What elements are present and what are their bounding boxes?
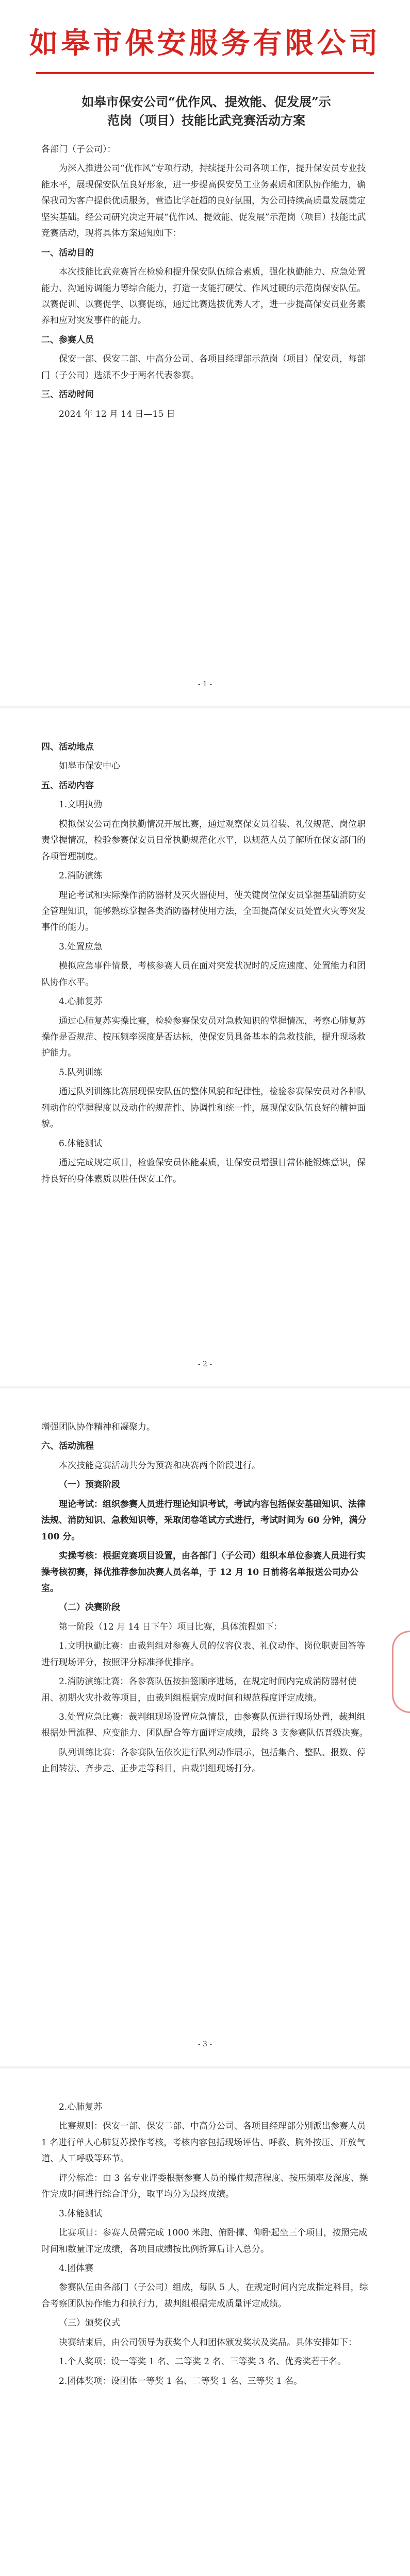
- section-4-text: 如皋市保安中心: [59, 761, 120, 772]
- section-6-sub-2-item-1: 1.文明执勤比赛：由裁判组对参赛人员的仪容仪表、礼仪动作、岗位职责回答等进行现场评分，按照评分标准择优排序。: [41, 1641, 366, 1668]
- page-4-sub-4: （三）颁奖仪式: [59, 2318, 120, 2329]
- section-2-text: 保安一部、保安二部、中高分公司、各项目经理部示范岗（项目）保安员，每部门（子公司）选派不少于两名代表参赛。: [41, 354, 366, 381]
- section-6-sub-1-text-1: 理论考试：组织参赛人员进行理论知识考试，考试内容包括保安基础知识、法律法规、消防知识、急救知识等，采取闭卷笔试方式进行，考试时间为 60 分钟，满分 100 分。: [41, 1499, 367, 1542]
- page-4-text-6: 1.个人奖项：设一等奖 1 名、二等奖 2 名、三等奖 3 名、优秀奖若干名。: [59, 2357, 347, 2367]
- section-1-text: 本次技能比武竞赛旨在检验和提升保安队伍综合素质，强化执勤能力、应急处置能力、沟通协调能力等综合能力，打造一支能打硬仗、作风过硬的示范岗保安队伍。以赛促训、以赛促学、以赛促练，通过比赛选拔优秀人才，进一步提高保安员业务素养和应对突发事件的能力。: [41, 267, 366, 326]
- section-6-sub-1: （一）预赛阶段: [59, 1480, 120, 1490]
- page-2: [0, 708, 410, 1388]
- header-red-line-thick: [36, 72, 374, 74]
- section-6-sub-2-text: 第一阶段（12 月 14 日下午）项目比赛，具体流程如下：: [59, 1621, 283, 1632]
- section-6-sub-1-text-2: 实操考核：根据竞赛项目设置，由各部门（子公司）组织本单位参赛人员进行实操考核初赛，择优推荐参加决赛人员名单，于 12 月 10 日前将名单报送公司办公室。: [41, 1551, 366, 1594]
- page-4-text-1: 比赛规则：保安一部、保安二部、中高分公司、各项目经理部分别派出参赛人员 1 名进行单人心肺复苏操作考核，考核内容包括现场评估、呼救、胸外按压、开放气道、人工呼吸等环节。: [41, 2121, 366, 2164]
- intro-paragraph: 为深入推进公司“优作风”专项行动，持续提升公司各项工作，提升保安员专业技能水平，展现保安队伍良好形象，进一步提高保安员工业务素质和团队协作能力，确保我司为客户提供优质服务，营造比学赶超的良好氛围，为公司持续高质量发展奠定坚实基础。经公司研究决定开展“优作风、提效能、促发展”示范岗（项目）技能比武竞赛活动，现将具体方案通知如下：: [41, 163, 366, 239]
- page-4: [0, 2069, 410, 2576]
- document-title: [41, 93, 371, 130]
- page-4-text-4: 参赛队伍由各部门（子公司）组成，每队 5 人，在规定时间内完成指定科目，综合考察团队协作能力和执行力，裁判组根据完成质量评定成绩。: [41, 2282, 368, 2309]
- section-6-sub-2: （二）决赛阶段: [59, 1602, 120, 1613]
- page-number-3: - 3 -: [198, 2040, 212, 2048]
- section-5-sub-4: 4.心肺复苏: [59, 996, 103, 1007]
- section-4-title: 四、活动地点: [41, 742, 94, 752]
- page-4-sub-1: 2.心肺复苏: [59, 2102, 103, 2112]
- page-4-text-2: 评分标准：由 3 名专业评委根据参赛人员的操作规范程度、按压频率及深度、操作完成时间进行综合评分，取平均分为最终成绩。: [41, 2173, 368, 2200]
- section-2-title: 二、参赛人员: [41, 334, 94, 345]
- page-4-text-7: 2.团体奖项：设团体一等奖 1 名、二等奖 1 名、三等奖 1 名。: [59, 2376, 303, 2386]
- company-header: 如皋市保安服务有限公司: [29, 26, 381, 60]
- section-5-sub-2-text: 理论考试和实际操作消防器材及灭火器使用，使关键岗位保安员掌握基础消防安全管理知识，能够熟练掌握各类消防器材使用方法，全面提高保安员处置火灾等突发事件的能力。: [41, 890, 366, 933]
- section-5-sub-2: 2.消防演练: [59, 871, 103, 882]
- page-4-content: [41, 2099, 371, 2393]
- page-4-sub-2: 3.体能测试: [59, 2208, 103, 2219]
- side-seal-mark: [392, 1631, 410, 1713]
- section-6-sub-2-item-3: 3.处置应急比赛：裁判组现场设置应急情景，由参赛队伍进行现场处置，裁判组根据处置流程、应变能力、团队配合等方面评定成绩，最终 3 支参赛队伍晋级决赛。: [41, 1712, 368, 1739]
- page-number-1: - 1 -: [198, 680, 212, 688]
- page-1: [0, 0, 410, 708]
- section-6-title: 六、活动流程: [41, 1441, 94, 1452]
- page-3-intro: 增强团队协作精神和凝聚力。: [41, 1422, 155, 1432]
- section-1-title: 一、活动目的: [41, 247, 94, 258]
- page-4-text-5: 决赛结束后，由公司领导为获奖个人和团体颁发奖状及奖品。具体安排如下：: [59, 2337, 357, 2348]
- section-5-title: 五、活动内容: [41, 780, 94, 791]
- section-6-text: 本次技能竞赛活动共分为预赛和决赛两个阶段进行。: [59, 1460, 260, 1471]
- salutation: 各部门（子公司）：: [41, 144, 116, 155]
- section-5-sub-3-text: 模拟应急事件情景，考核参赛人员在面对突发状况时的反应速度、处置能力和团队协作水平。: [41, 961, 366, 988]
- section-3-title: 三、活动时间: [41, 389, 94, 400]
- section-3-text: 2024 年 12 月 14 日—15 日: [59, 409, 175, 419]
- page-1-content: [41, 142, 371, 426]
- page-2-content: [41, 739, 371, 1191]
- page-4-text-3: 比赛项目：参赛人员需完成 1000 米跑、俯卧撑、仰卧起坐三个项目，按照完成时间和数量评定成绩，各项目成绩按比例折算后计入总分。: [41, 2228, 368, 2255]
- section-5-sub-1: 1.文明执勤: [59, 800, 103, 810]
- section-5-sub-4-text: 通过心肺复苏实操比赛，检验参赛保安员对急救知识的掌握情况，考察心肺复苏操作是否规范、按压频率深度是否达标，使保安员具备基本的急救技能，提升现场救护能力。: [41, 1015, 366, 1059]
- page-4-sub-3: 4.团体赛: [59, 2263, 94, 2274]
- section-5-sub-6: 6.体能测试: [59, 1138, 103, 1149]
- section-5-sub-6-text: 通过完成规定项目，检验保安员体能素质，让保安员增强日常体能锻炼意识，保持良好的身体素质以胜任保安工作。: [41, 1158, 366, 1184]
- page-3-content: [41, 1419, 371, 1781]
- title-line-1: 如皋市保安公司“优作风、提效能、促发展”示: [81, 94, 331, 109]
- section-5-sub-5: 5.队列训练: [59, 1067, 103, 1078]
- title-line-2: 范岗（项目）技能比武竞赛活动方案: [107, 113, 305, 128]
- page-3: [0, 1388, 410, 2069]
- section-5-sub-3: 3.处置应急: [59, 941, 103, 952]
- section-6-sub-2-item-4: 队列训练比赛：各参赛队伍依次进行队列动作展示，包括集合、整队、报数、停止间转法、齐步走、正步走等科目，由裁判组现场打分。: [41, 1747, 366, 1774]
- section-5-sub-1-text: 模拟保安公司在岗执勤情况开展比赛，通过观察保安员着装、礼仪规范、岗位职责掌握情况，检验参赛保安员日常执勤规范化水平，以规范人员了解所在保安部门的各项管理制度。: [41, 819, 366, 862]
- section-6-sub-2-item-2: 2.消防演练比赛：各参赛队伍按抽签顺序进场，在规定时间内完成消防器材使用、初期火灾扑救等项目，由裁判组根据完成时间和规范程度评定成绩。: [41, 1676, 357, 1703]
- page-number-2: - 2 -: [198, 1360, 212, 1368]
- section-5-sub-5-text: 通过队列训练比赛展现保安队伍的整体风貌和纪律性，检验参赛保安员对各种队列动作的掌握程度以及动作的规范性、协调性和统一性，展现保安队伍良好的精神面貌。: [41, 1087, 366, 1130]
